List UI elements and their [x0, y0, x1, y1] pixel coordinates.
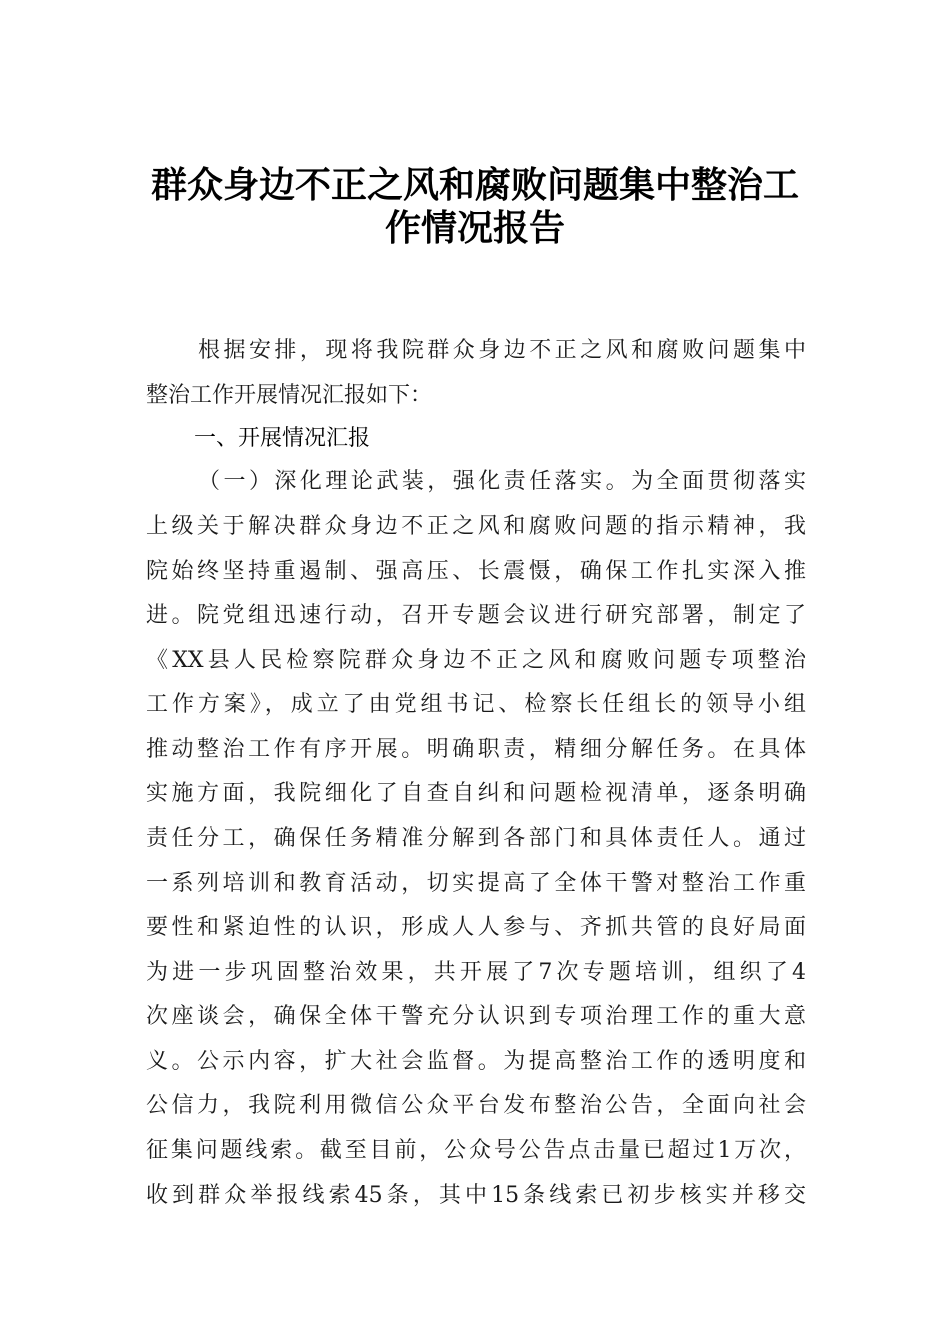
body-paragraph-line: 收到群众举报线索45条，其中15条线索已初步核实并移交: [146, 1183, 806, 1208]
body-paragraph-line: 上级关于解决群众身边不正之风和腐败问题的指示精神，我: [146, 514, 806, 539]
body-paragraph-line: 《XX县人民检察院群众身边不正之风和腐败问题专项整治: [146, 648, 806, 673]
body-paragraph-line: 工作方案》，成立了由党组书记、检察长任组长的领导小组: [146, 692, 806, 717]
body-paragraph-line: 公信力，我院利用微信公众平台发布整治公告，全面向社会: [146, 1093, 806, 1118]
body-paragraph-line: （一）深化理论武装，强化责任落实。为全面贯彻落实: [198, 469, 806, 494]
document-title-line-1: 群众身边不正之风和腐败问题集中整治工: [150, 164, 799, 206]
intro-paragraph-line: 整治工作开展情况汇报如下：: [146, 383, 433, 408]
document-title-line-2: 作情况报告: [384, 207, 565, 249]
intro-paragraph-line: 根据安排，现将我院群众身边不正之风和腐败问题集中: [198, 338, 806, 363]
body-paragraph-line: 责任分工，确保任务精准分解到各部门和具体责任人。通过: [146, 826, 806, 851]
body-paragraph-line: 要性和紧迫性的认识，形成人人参与、齐抓共管的良好局面: [146, 915, 806, 940]
body-paragraph-line: 义。公示内容，扩大社会监督。为提高整治工作的透明度和: [146, 1049, 806, 1074]
body-paragraph-line: 一系列培训和教育活动，切实提高了全体干警对整治工作重: [146, 871, 806, 896]
body-paragraph-line: 征集问题线索。截至目前，公众号公告点击量已超过1万次，: [146, 1138, 806, 1163]
body-paragraph-line: 推动整治工作有序开展。明确职责，精细分解任务。在具体: [146, 737, 806, 762]
body-paragraph-line: 实施方面，我院细化了自查自纠和问题检视清单，逐条明确: [146, 781, 806, 806]
section-heading: 一、开展情况汇报: [194, 426, 371, 451]
body-paragraph-line: 院始终坚持重遏制、强高压、长震慑，确保工作扎实深入推: [146, 559, 806, 584]
body-paragraph-line: 进。院党组迅速行动，召开专题会议进行研究部署，制定了: [146, 603, 806, 628]
body-paragraph-line: 为进一步巩固整治效果，共开展了7次专题培训，组织了4: [146, 960, 806, 985]
body-paragraph-line: 次座谈会，确保全体干警充分认识到专项治理工作的重大意: [146, 1004, 806, 1029]
